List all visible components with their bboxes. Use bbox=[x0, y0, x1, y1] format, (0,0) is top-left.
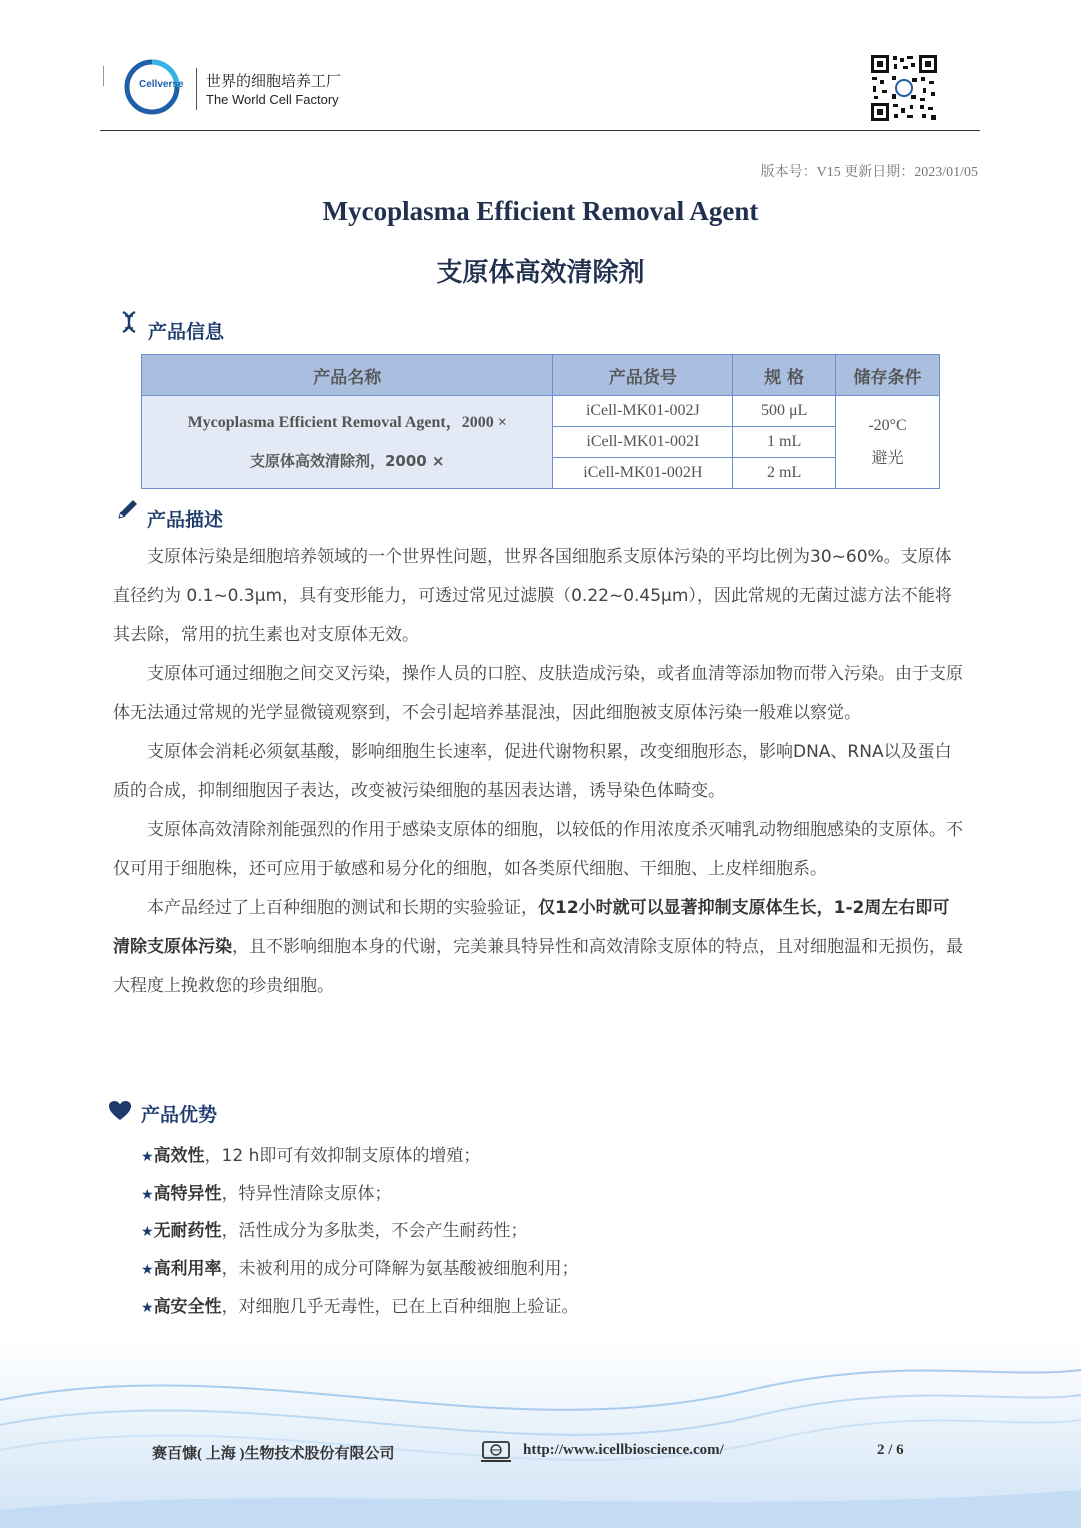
description-text: ，且不影响细胞本身的代谢，完美兼具特异性和高效清除支原体的特点，且对细胞温和无损伤，最大程度上挽救您的珍贵细胞。 bbox=[113, 937, 963, 996]
advantage-item bbox=[141, 1254, 579, 1279]
title-cn: 支原体高效清除剂 bbox=[436, 258, 645, 288]
storage-note: 避光 bbox=[871, 448, 904, 467]
table-header: 产品名称 bbox=[142, 355, 553, 396]
header-rule bbox=[100, 130, 980, 131]
table-header: 规 格 bbox=[733, 355, 836, 396]
section-title-desc: 产品描述 bbox=[147, 509, 224, 531]
product-table bbox=[141, 354, 940, 489]
description-block bbox=[113, 538, 963, 1006]
qr-code-icon bbox=[870, 54, 938, 122]
storage-cell bbox=[836, 396, 940, 489]
advantage-title: 高特异性 bbox=[153, 1184, 222, 1204]
table-header-row bbox=[142, 355, 940, 396]
advantage-text: ，活性成分为多肽类，不会产生耐药性； bbox=[221, 1221, 528, 1241]
storage-temp: -20°C bbox=[868, 417, 907, 434]
footer-url-link[interactable]: http://www.icellbioscience.com/ bbox=[523, 1442, 724, 1458]
advantage-item bbox=[141, 1179, 392, 1204]
product-code: iCell-MK01-002J bbox=[553, 396, 733, 427]
advantage-item bbox=[141, 1216, 528, 1241]
advantage-title: 高安全性 bbox=[153, 1297, 222, 1317]
description-paragraph: 支原体可通过细胞之间交叉污染，操作人员的口腔、皮肤造成污染，或者血清等添加物而带入污染。由于支原体无法通过常规的光学显微镜观察到，不会引起培养基混浊，因此细胞被支原体污染一般难以察觉。 bbox=[113, 664, 963, 723]
product-code: iCell-MK01-002I bbox=[553, 427, 733, 458]
logo-text: Cellverse bbox=[139, 79, 184, 90]
advantage-title: 无耐药性 bbox=[153, 1221, 222, 1241]
description-text: 本产品经过了上百种细胞的测试和长期的实验验证， bbox=[147, 898, 538, 918]
advantage-text: ，12 h即可有效抑制支原体的增殖； bbox=[204, 1146, 481, 1166]
advantage-item bbox=[141, 1141, 480, 1166]
section-title-adv: 产品优势 bbox=[141, 1104, 218, 1126]
description-paragraph: 支原体高效清除剂能强烈的作用于感染支原体的细胞，以较低的作用浓度杀灭哺乳动物细胞感染的支原体。不仅可用于细胞株，还可应用于敏感和易分化的细胞，如各类原代细胞、干细胞、上皮样细胞系。 bbox=[113, 820, 963, 879]
slogan-en: The World Cell Factory bbox=[206, 92, 339, 107]
product-name-cell bbox=[142, 396, 553, 489]
advantage-title: 高利用率 bbox=[153, 1259, 222, 1279]
product-name-cn: 支原体高效清除剂，2000 × bbox=[249, 452, 445, 470]
advantage-title: 高效性 bbox=[153, 1146, 205, 1166]
dna-icon bbox=[117, 310, 141, 334]
product-spec: 2 mL bbox=[733, 458, 836, 489]
version-info: 版本号：V15 更新日期：2023/01/05 bbox=[760, 165, 978, 180]
table-row bbox=[142, 396, 940, 427]
heart-icon bbox=[108, 1099, 132, 1123]
star-icon: ★ bbox=[141, 1224, 154, 1240]
footer-page-number: 2 / 6 bbox=[877, 1442, 904, 1458]
product-spec: 1 mL bbox=[733, 427, 836, 458]
table-header: 储存条件 bbox=[836, 355, 940, 396]
section-title-info: 产品信息 bbox=[148, 321, 225, 343]
advantage-item bbox=[141, 1292, 579, 1317]
computer-globe-icon bbox=[481, 1441, 511, 1463]
description-paragraph: 支原体会消耗必须氨基酸，影响细胞生长速率，促进代谢物积累，改变细胞形态，影响DNA、RNA以及蛋白质的合成，抑制细胞因子表达，改变被污染细胞的基因表达谱，诱导染色体畸变。 bbox=[113, 742, 952, 801]
star-icon: ★ bbox=[141, 1149, 154, 1165]
pencil-icon bbox=[116, 497, 140, 521]
star-icon: ★ bbox=[141, 1187, 154, 1203]
header-left-bar bbox=[103, 66, 104, 86]
footer-wave-background bbox=[0, 1340, 1081, 1528]
slogan-cn: 世界的细胞培养工厂 bbox=[206, 72, 342, 90]
description-paragraph: 支原体污染是细胞培养领域的一个世界性问题，世界各国细胞系支原体污染的平均比例为30~60%。支原体直径约为 0.1~0.3μm，具有变形能力，可透过常见过滤膜（0.22~0.45μm），因此常规的无菌过滤方法不能将其去除，常用的抗生素也对支原体无效。 bbox=[113, 547, 952, 645]
star-icon: ★ bbox=[141, 1300, 154, 1316]
description-paragraph bbox=[113, 889, 963, 1006]
star-icon: ★ bbox=[141, 1262, 154, 1278]
product-code: iCell-MK01-002H bbox=[553, 458, 733, 489]
footer-company: 赛百慷( 上海 )生物技术股份有限公司 bbox=[152, 1446, 395, 1462]
logo-divider bbox=[196, 68, 197, 110]
product-spec: 500 μL bbox=[733, 396, 836, 427]
advantage-text: ，对细胞几乎无毒性，已在上百种细胞上验证。 bbox=[221, 1297, 579, 1317]
advantage-text: ，特异性清除支原体； bbox=[221, 1184, 392, 1204]
title-en: Mycoplasma Efficient Removal Agent bbox=[322, 196, 759, 226]
table-header: 产品货号 bbox=[553, 355, 733, 396]
advantage-text: ，未被利用的成分可降解为氨基酸被细胞利用； bbox=[221, 1259, 579, 1279]
product-name-en: Mycoplasma Efficient Removal Agent，2000 × bbox=[187, 414, 507, 431]
description-highlight: 仅12小时就可以显著抑制支原体生长，1-2周左右即可清除支原体污染 bbox=[113, 898, 950, 957]
